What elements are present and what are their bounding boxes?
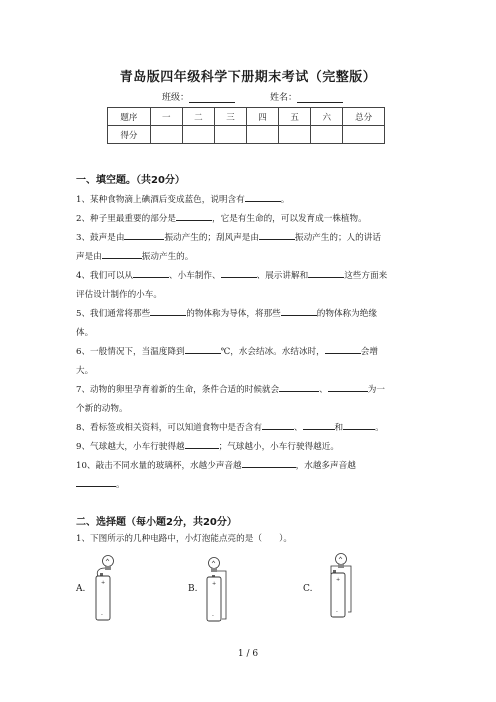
q3-text-cont: 声是由	[76, 252, 102, 262]
header-cell: 总分	[343, 108, 385, 126]
answer-blank[interactable]	[124, 229, 164, 240]
score-cell[interactable]	[182, 126, 214, 144]
class-field	[162, 90, 235, 103]
score-cell[interactable]	[247, 126, 279, 144]
q8-text: 8、看标签或相关资料，可以知道食物中是否含有	[76, 423, 262, 433]
score-table-score-row	[108, 126, 385, 144]
section2-heading: 二、选择题（每小题2分，共20分）	[76, 517, 237, 528]
class-blank[interactable]	[189, 92, 235, 103]
answer-blank[interactable]	[259, 229, 295, 240]
q6-text: 6、一般情况下，当温度降到	[76, 347, 185, 357]
question-10	[76, 457, 422, 495]
answer-blank[interactable]	[242, 457, 296, 468]
question-4	[76, 267, 422, 305]
q6-text-end: 大。	[76, 366, 94, 376]
q7-text: 7、动物的卵里孕育着新的生命，条件合适的时候就会	[76, 385, 280, 395]
svg-text:+: +	[212, 581, 217, 587]
q10-text: 10、敲击不同水量的玻璃杯，水越少声音越	[76, 461, 242, 471]
q3-text-end: 振动产生的。	[141, 252, 194, 262]
score-table	[107, 107, 385, 144]
q4-text-mid: 、小车制作、	[169, 271, 221, 281]
answer-blank[interactable]	[279, 381, 319, 392]
option-b-label[interactable]: B.	[188, 584, 198, 594]
question-1	[76, 191, 422, 210]
q2-text-end: ，它是有生命的，可以发育成一株植物。	[212, 214, 367, 224]
question-6	[76, 343, 422, 381]
question-8	[76, 419, 422, 438]
answer-blank[interactable]	[185, 438, 219, 449]
q7-text-end: 个新的动物。	[76, 404, 128, 414]
answer-blank[interactable]	[176, 210, 212, 221]
circuit-a-diagram	[88, 553, 124, 623]
option-a-label[interactable]: A.	[76, 584, 86, 594]
svg-text:-: -	[212, 613, 214, 619]
svg-text:+: +	[336, 577, 341, 583]
q8-text-mid: 、	[293, 423, 303, 433]
answer-blank[interactable]	[150, 305, 186, 316]
score-cell[interactable]	[214, 126, 246, 144]
circuit-b-diagram	[200, 555, 236, 625]
answer-blank[interactable]	[325, 343, 361, 354]
score-cell[interactable]	[343, 126, 385, 144]
answer-blank[interactable]	[308, 267, 344, 278]
q9-text-end: ；气球越小，小车行驶得越近。	[218, 442, 339, 452]
q10-text-mid: ，水越多声音越	[295, 461, 356, 471]
question-2	[76, 210, 422, 229]
score-cell[interactable]	[311, 126, 343, 144]
question-9	[76, 438, 422, 457]
answer-blank[interactable]	[102, 248, 142, 259]
section1-heading: 一、填空题。（共20分）	[76, 175, 185, 186]
q4-text-mid2: 、展示讲解和	[256, 271, 309, 281]
question-7	[76, 381, 422, 419]
name-field	[270, 90, 343, 103]
q9-text: 9、气球越大，小车行驶得越	[76, 442, 185, 452]
q7-text-mid2: 为一	[367, 385, 385, 395]
q5-text: 5、我们通常将那些	[76, 309, 151, 319]
question-3	[76, 229, 422, 267]
name-label: 姓名：	[270, 93, 298, 103]
q10-text-end: 。	[116, 480, 125, 490]
q3-text: 3、鼓声是由	[76, 233, 125, 243]
score-row-label: 得分	[108, 126, 151, 144]
header-cell: 三	[214, 108, 246, 126]
q8-text-mid2: 和	[334, 423, 344, 433]
answer-blank[interactable]	[245, 191, 281, 202]
answer-blank[interactable]	[133, 267, 169, 278]
answer-blank[interactable]	[281, 305, 317, 316]
q8-text-end: 。	[375, 423, 384, 433]
q5-text-end: 体。	[76, 328, 94, 338]
q7-text-mid: 、	[319, 385, 328, 395]
class-label: 班级：	[162, 93, 190, 103]
q6-text-mid: ℃，水会结冰。水结冰时，	[220, 347, 325, 357]
q3-text-mid: 振动产生的；刮风声是由	[164, 233, 259, 243]
answer-blank[interactable]	[185, 343, 221, 354]
q1-text-end: 。	[280, 195, 290, 205]
circuit-c-diagram	[323, 552, 359, 622]
svg-text:-: -	[336, 609, 338, 615]
answer-blank[interactable]	[76, 476, 116, 487]
score-cell[interactable]	[150, 126, 182, 144]
answer-blank[interactable]	[262, 419, 294, 430]
svg-text:+: +	[101, 580, 106, 586]
option-c-label[interactable]: C.	[303, 584, 313, 594]
page-number: 1 / 6	[237, 649, 259, 659]
answer-blank[interactable]	[343, 419, 375, 430]
svg-text:-: -	[101, 612, 103, 618]
choice-question-1: 1、下图所示的几种电路中，小灯泡能点亮的是（ ）。	[76, 534, 293, 544]
q2-text: 2、种子里最重要的部分是	[76, 214, 176, 224]
q1-text: 1、某种食物滴上碘酒后变成蓝色，说明含有	[76, 195, 245, 205]
question-5	[76, 305, 422, 343]
document-title: 青岛版四年级科学下册期末考试（完整版）	[119, 70, 377, 85]
name-blank[interactable]	[297, 92, 343, 103]
header-cell: 六	[311, 108, 343, 126]
q4-text: 4、我们可以从	[76, 271, 134, 281]
answer-blank[interactable]	[328, 381, 368, 392]
q6-text-mid2: 会增	[360, 347, 378, 357]
score-table-header-row	[108, 108, 385, 126]
score-cell[interactable]	[279, 126, 311, 144]
header-cell: 五	[279, 108, 311, 126]
q5-text-mid2: 的物体称为绝缘	[316, 309, 377, 319]
answer-blank[interactable]	[303, 419, 335, 430]
header-cell: 一	[150, 108, 182, 126]
q4-text-end: 评估设计制作的小车。	[76, 290, 162, 300]
answer-blank[interactable]	[221, 267, 257, 278]
q5-text-mid: 的物体称为导体，将那些	[186, 309, 281, 319]
header-cell: 二	[182, 108, 214, 126]
q3-text-mid2: 振动产生的；人的讲话	[294, 233, 381, 243]
q4-text-mid3: 这些方面来	[344, 271, 388, 281]
header-cell: 题序	[108, 108, 151, 126]
header-cell: 四	[247, 108, 279, 126]
